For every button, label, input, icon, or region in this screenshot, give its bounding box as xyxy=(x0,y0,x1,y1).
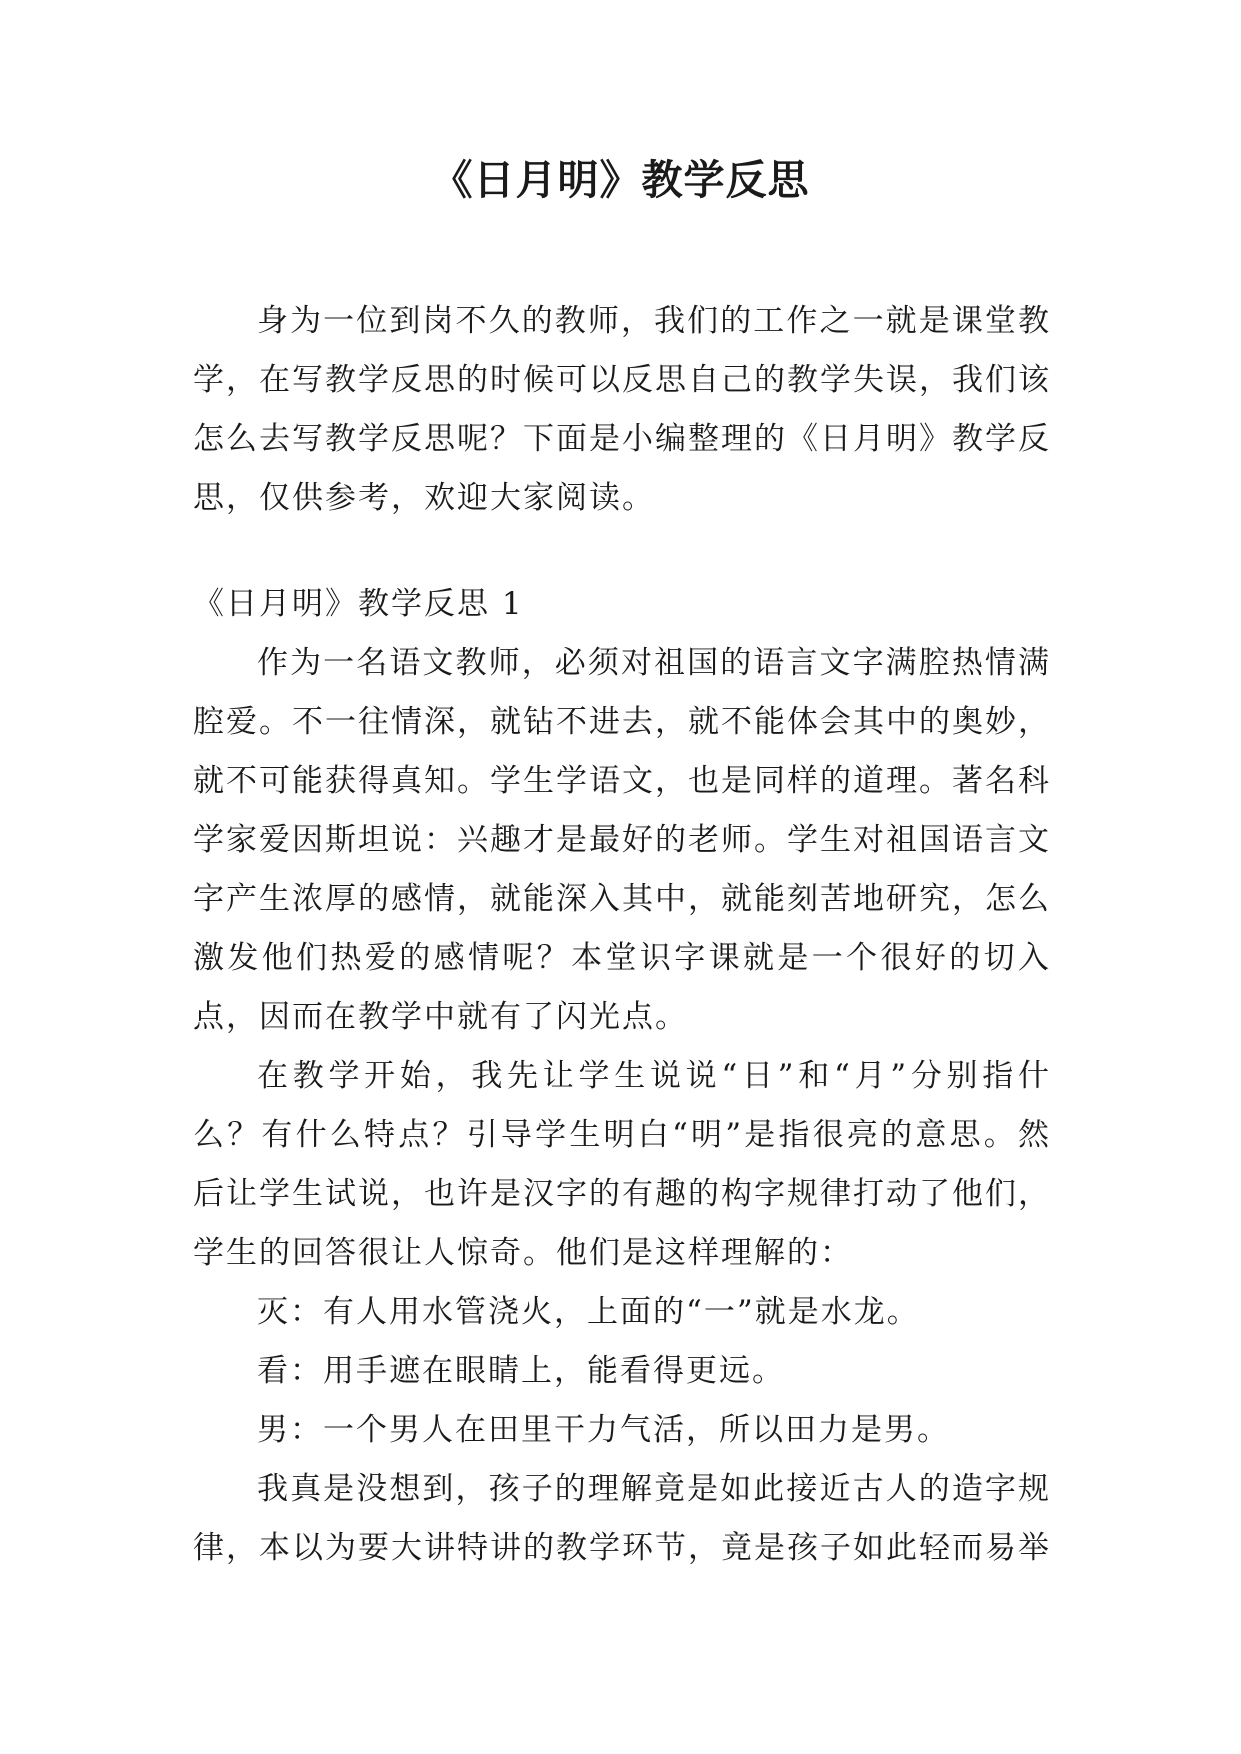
document-title: 《日月明》教学反思 xyxy=(431,156,810,204)
example-paragraph: 男：一个男人在田里干力气活，所以田力是男。 xyxy=(257,1412,950,1448)
example-paragraph: 看：用手遮在眼睛上，能看得更远。 xyxy=(257,1353,785,1389)
intro-paragraph: 身为一位到岗不久的教师，我们的工作之一就是课堂教学，在写教学反思的时候可以反思自己的教学失误，我们该怎么去写教学反思呢？下面是小编整理的《日月明》教学反思，仅供参考，欢迎大家阅读。 xyxy=(193,303,1051,516)
example-paragraph: 灭：有人用水管浇火，上面的“一”就是水龙。 xyxy=(257,1294,920,1330)
body-paragraph: 作为一名语文教师，必须对祖国的语言文字满腔热情满腔爱。不一往情深，就钻不进去，就不能体会其中的奥妙，就不可能获得真知。学生学语文，也是同样的道理。著名科学家爱因斯坦说：兴趣才是最好的老师。学生对祖国语言文字产生浓厚的感情，就能深入其中，就能刻苦地研究，怎么激发他们热爱的感情呢？本堂识字课就是一个很好的切入点，因而在教学中就有了闪光点。 xyxy=(193,645,1051,1035)
section-heading: 《日月明》教学反思 1 xyxy=(193,586,524,622)
body-paragraph: 我真是没想到，孩子的理解竟是如此接近古人的造字规律，本以为要大讲特讲的教学环节，竟是孩子如此轻而易举 xyxy=(193,1471,1051,1566)
section-body xyxy=(193,634,1051,1578)
body-paragraph: 在教学开始，我先让学生说说“日”和“月”分别指什么？有什么特点？引导学生明白“明”是指很亮的意思。然后让学生试说，也许是汉字的有趣的构字规律打动了他们，学生的回答很让人惊奇。他们是这样理解的： xyxy=(193,1058,1051,1271)
